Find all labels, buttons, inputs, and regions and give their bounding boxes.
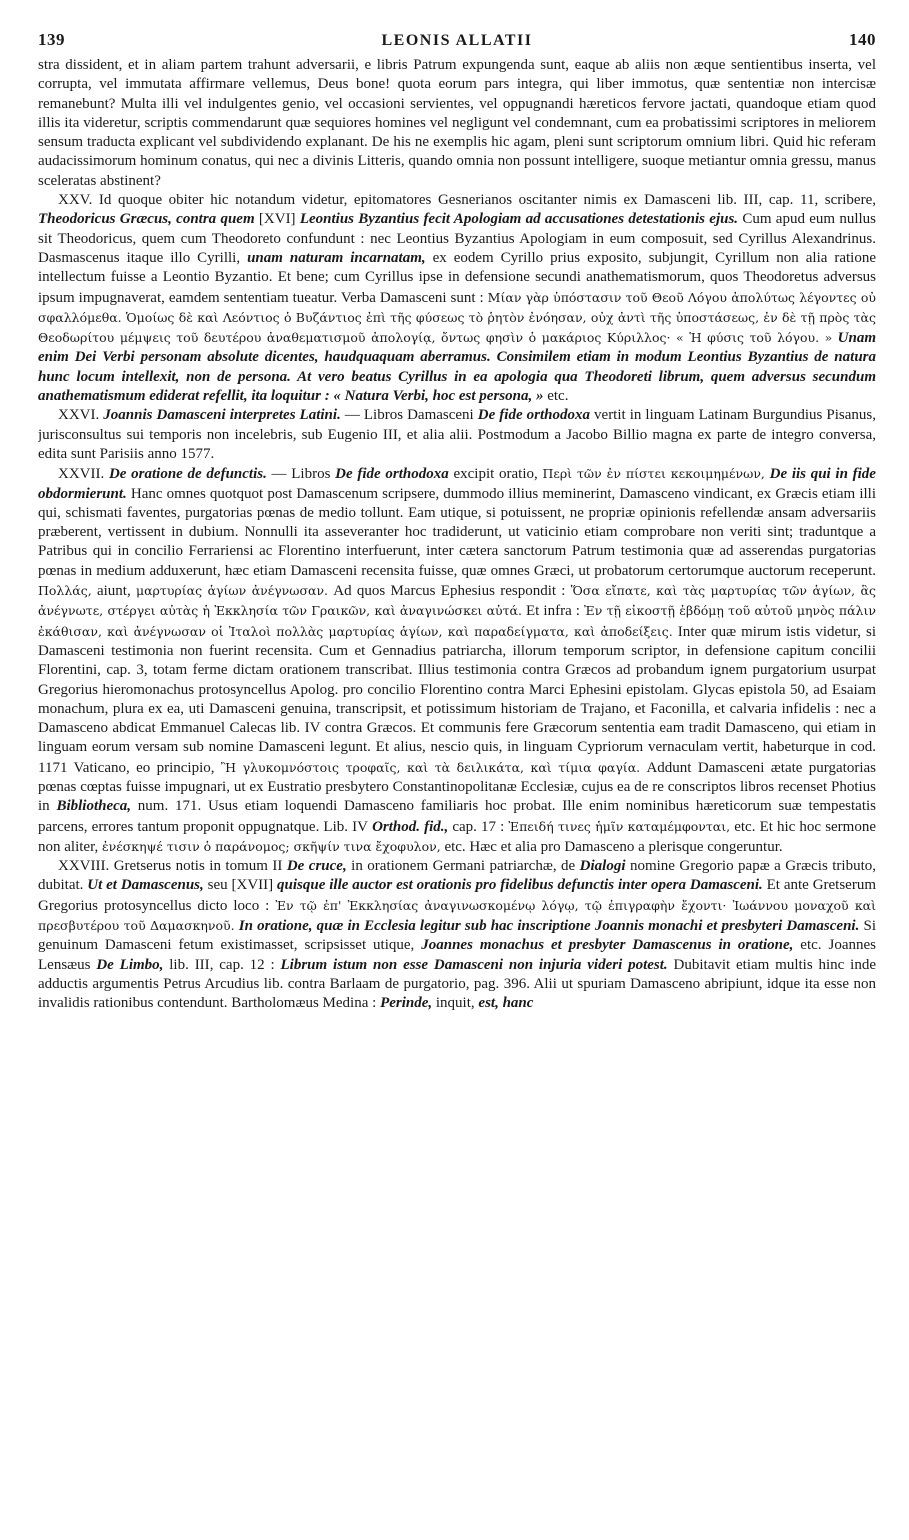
text-run: III [743, 192, 759, 209]
text-run: Πολλάς, [38, 583, 92, 599]
text-run: stra dissident, et in aliam partem trahunt adversarii, e libris Patrum expungenda sunt, eaque ab aliis non æque sentientibus inserta, vel corrupta, vel immutata affirmare vellemus, Deus bone! quota eorum pars integra, qui liber immotus, quæ sententiæ non intercisæ remanebunt? Multa illi vel indulgentes genio, vel occasioni servientes, vel oppugnandi hæreticos fervore jactati, quandoque etiam quod illis ita videretur, scriptis commendarunt quæ sequiores homines vel negligunt vel condemnant, cum ea probatissimi scriptores in meliorem sensum traducta explicant vel subdividendo explanant. De his ne exemplis hic agam, pleni sunt scriptorum omnium libri. Quid hic referam audacissimorum hominum conatus, qui nec a divinis Litteris, quando omnia non possunt intelligere, suoque metiantur omnia gressu, manus sceleratas abstinent? [38, 57, 876, 189]
text-run: cap. 17 : [448, 818, 509, 835]
text-run: — Libros Damasceni [340, 407, 478, 424]
text-run: unam naturam incarnatam, [247, 249, 426, 266]
text-run: Unam enim Dei Verbi personam absolute dicentes, haudquaquam aberramus. Consimilem etiam in modum Leontius Byzantius de natura hunc locum intellexit, non de persona. At vero beatus Cyrillus in ea apologia qua Theodoreti librum, quem adversus secundum anathematismum ediderat refellit, ita loquitur : « Natura Verbi, hoc est persona, » [38, 330, 876, 405]
text-run: Ἐπειδή τινες ἡμῖν καταμέμφονται, [508, 818, 731, 834]
text-run: Orthod. fid., [372, 818, 449, 835]
text-run: De cruce, [286, 858, 347, 875]
text-run: ἐνέσκηψέ τισιν ὁ παράνομος; σκῆψίν τινα ἔχοφυλον, [101, 838, 441, 854]
text-run: Et ante Gretserum Gregorius protosyncellus dicto loco : [38, 877, 876, 914]
text-run: De Limbo, [96, 956, 164, 973]
text-run: De iis qui in fide obdormierunt. [38, 466, 876, 502]
text-run: inquit, [432, 995, 479, 1012]
text-run: XXVIII. Gretserus notis in tomum II [58, 858, 287, 875]
text-run: De fide orthodoxa [335, 466, 449, 483]
text-run: Leontius Byzantius fecit Apologiam ad accusationes detestationis ejus. [299, 211, 739, 228]
section-xxviii [38, 857, 876, 1013]
text-run: aiunt, [91, 583, 136, 600]
section-xxv [38, 191, 876, 406]
text-run: seu [XVII] [203, 877, 278, 894]
text-run: excipit oratio, [448, 466, 543, 483]
text-run: [XVI] [254, 211, 300, 228]
text-run: Addunt Damasceni ætate purgatorias pœnas cœptas fuisse impugnari, ut ex Eustratio presbytero Constantinopolitanæ Ecclesiæ, cujus ea de re conscriptos libros recenset Photius in [38, 759, 876, 815]
text-run: num. 171. Usus etiam loquendi Damasceno familiaris hoc probat. Ille enim nominibus hæreticorum suæ tempestatis parcens, errores tantum proponit oppugnatque. Lib. [38, 798, 876, 835]
text-run: , cap. 12 : [209, 956, 281, 973]
text-run: Dubitavit etiam multis hinc inde adductis argumentis Petrus Arcudius lib. contra Barlaam de purgatorio, pag. 396. Alii ut spuriam Damasceno abripiunt, idque ita esse non invalidis rationibus contendunt. Bartholomæus Medina : [38, 956, 876, 1012]
text-run: vertit in linguam Latinam Burgundius Pisanus, jurisconsultus sui temporis non incelebris, sub Eugenio III, et alia alii. Postmodum a Jacobo Billio magna ex parte de integro conversa, edita sunt Parisiis anno 1577. [38, 407, 876, 462]
text-run: contra Græcos. Et communis fere Græcorum sententia eam tradit Damasceno, qui etiam in linguam eorum versam sub nomine Damasceni legunt. Et alius, nescio quis, in linguam Cypriorum vernaculam vertit, habeturque in cod. 1171 Vaticano, eo principio, [38, 720, 876, 776]
text-run: Dialogi [579, 858, 626, 875]
text-run: Et infra : [521, 603, 585, 620]
text-run: XXVI. [58, 407, 104, 424]
text-run: Ἐν τῇ εἰκοστῇ ἑβδόμῃ τοῦ αὐτοῦ μηνὸς πάλιν ἐκάθισαν, καὶ ἀνέγνωσαν οἱ Ἰταλοὶ πολλὰς μαρτυρίας ἁγίων, καὶ παραδείγματα, καὶ ἀποδείξεις. [38, 603, 876, 639]
document-page [38, 30, 876, 1520]
text-run: De fide orthodoxa [477, 407, 590, 424]
text-run: Theodoricus Græcus, contra quem [38, 211, 255, 228]
running-header [38, 30, 876, 56]
text-run: Si genuinum Damasceni fetum existimasset, scripsisset utique, [38, 918, 876, 954]
text-run: in orationem Germani patriarchæ, de [346, 858, 580, 875]
text-run: XXVII. [58, 466, 109, 483]
text-run: Bibliotheca, [56, 798, 132, 815]
text-run: etc. Et hic hoc sermone non aliter, [38, 818, 876, 855]
text-run: etc. Joannes Lensæus [38, 937, 876, 973]
text-run: Hanc omnes quotquot post Damascenum scripsere, dummodo illius meminerint, Damasceno vindicant, ex Græcis etiam illi qui, schismati faventes, purgatorias pœnas de medio tollunt. Eam utique, si potuissent, ne propriæ opinionis refellendæ ansam adversariis præberent, vertissent in dubium. Nonnulli ita asseveranter hoc tradiderunt, ut vaticinio etiam comprobare non veriti sint; traduntque a Patribus qui in concilio Ferrariensi ac Florentino interfuerunt, inter cætera sanctorum Patrum testimonia quæ ad asserendas purgatorias pœnas in medium adduxerunt, hæc etiam Damasceni recensita fuisse, quæ omnes Græci, ut probatorum certorumque auctorum receperunt. [38, 485, 876, 579]
text-run: III [194, 956, 210, 973]
text-run: , cap. 11, scribere, [758, 192, 876, 209]
body-text [38, 56, 876, 1014]
text-run: XXV. Id quoque obiter hic notandum videtur, epitomatores Gesnerianos oscitanter nimis ex Damasceni lib. [58, 192, 744, 209]
text-run: Ut et Damascenus, [87, 877, 204, 894]
text-run: Ἐν τῷ ἐπ' Ἐκκλησίας ἀναγινωσκομένῳ λόγῳ, τῷ ἐπιγραφὴν ἔχοντι· Ἰωάννου μοναχοῦ καὶ πρεσβυτέρου τοῦ Δαμασκηνοῦ. [38, 897, 876, 934]
paragraph-continuation [38, 56, 876, 191]
section-xxvi [38, 406, 876, 464]
text-run: Μίαν γὰρ ὑπόστασιν τοῦ Θεοῦ Λόγου ἀπολύτως λέγοντες οὐ σφαλλόμεθα. Ὁμοίως δὲ καὶ Λεόντιος ὁ Βυζάντιος ἐπὶ τῆς φύσεως τὸ ῥητὸν ἐνόησαν, οὐχ ἀντὶ τῆς ὑποστάσεως, ἐν δὲ τῇ πρὸς τὰς Θεοδωρίτου μέμψεις τοῦ δευτέρου ἀναθεματισμοῦ ἀπολογίᾳ, ὄντως φησὶν ὁ μακάριος Κύριλλος· « Ἡ φύσις τοῦ λόγου. » [38, 289, 876, 346]
text-run: — Libros [266, 466, 336, 483]
text-run: etc. [543, 388, 569, 405]
text-run: De oratione de defunctis. [108, 466, 267, 483]
text-run: nomine Gregorio papæ a Græcis tributo, dubitat. [38, 858, 876, 894]
page-number-left: 139 [38, 30, 65, 49]
text-run: μαρτυρίας ἁγίων ἀνέγνωσαν. [135, 583, 329, 599]
section-xxvii [38, 464, 876, 857]
page-number-right: 140 [848, 30, 876, 49]
text-run: lib. [163, 956, 195, 973]
text-run: Perinde, [380, 995, 433, 1012]
text-run: In oratione, quæ in Ecclesia legitur sub hac inscriptione Joannis monachi et presbyteri Damasceni. [238, 918, 860, 935]
text-run: Ὅσα εἴπατε, καὶ τὰς μαρτυρίας τῶν ἁγίων, ἃς ἀνέγνωτε, στέργει αὐτὰς ἡ Ἐκκλησία τῶν Γραικῶν, καὶ ἀναγινώσκει αὐτά. [38, 583, 876, 619]
text-run: Ad quos Marcus Ephesius respondit : [328, 583, 571, 600]
text-run: etc. Hæc et alia pro Damasceno a plerisque congeruntur. [440, 838, 783, 855]
text-run: Joannes monachus et presbyter Damascenus in oratione, [421, 937, 794, 954]
text-run: Ἢ γλυκομνόστοις τροφαῖς, καὶ τὰ δειλικάτα, καὶ τίμια φαγία. [220, 759, 641, 775]
text-run: Περὶ τῶν ἐν πίστει κεκοιμημένων, [542, 466, 765, 482]
text-run: IV [304, 720, 321, 737]
text-run: est, hanc [478, 995, 534, 1012]
text-run: ex eodem Cyrillo prius exposito, subjungit, Cyrillum non alia ratione intellectum fuisse a Leontio Byzantio. Et bene; cum Cyrillus ipse in defensione secundi anathematismorum, quos Theodoretus adversus ipsum impugnaverat, eamdem sententiam tueatur. Verba Damasceni sunt : [38, 249, 876, 306]
running-title: LEONIS ALLATII [381, 32, 533, 49]
text-run: IV [352, 818, 368, 835]
text-run: Cum apud eum nullus sit Theodoricus, quem cum Theodoreto confundunt : nec Leontius Byzantius Apologiam in eum composuit, sed Cyrillus Alexandrinus. Dasmascenus itaque illo Cyrilli, [38, 211, 876, 266]
text-run: quisque ille auctor est orationis pro fidelibus defunctis inter opera Damasceni. [277, 877, 763, 894]
text-run: Joannis Damasceni interpretes Latini. [103, 407, 341, 424]
text-run: Librum istum non esse Damasceni non injuria videri potest. [280, 956, 668, 973]
text-run: Inter quæ mirum istis videtur, si Damasceni testimonia non fuerint recensita. Cum et Gennadius patriarcha, illorum temporum scriptor, in defensione capitum concilii Florentini, cap. 3, totam ferme dictam orationem transcribat. Illius testimonia contra Græcos ad probandum ignem purgatorium usurpat Gregorius hieromonachus protosyncellus Apolog. pro concilio Florentino contra Marci Ephesini epistolam. Glycas epistola 50, ad Esaiam monachum, plura ex ea, uti Damasceni genuina, transcripsit, et potissimum historiam de Trajano, et Faconilla, et calvaria infidelis : nec a Damasceno abdicat Emmanuel Calecas lib. [38, 623, 876, 737]
